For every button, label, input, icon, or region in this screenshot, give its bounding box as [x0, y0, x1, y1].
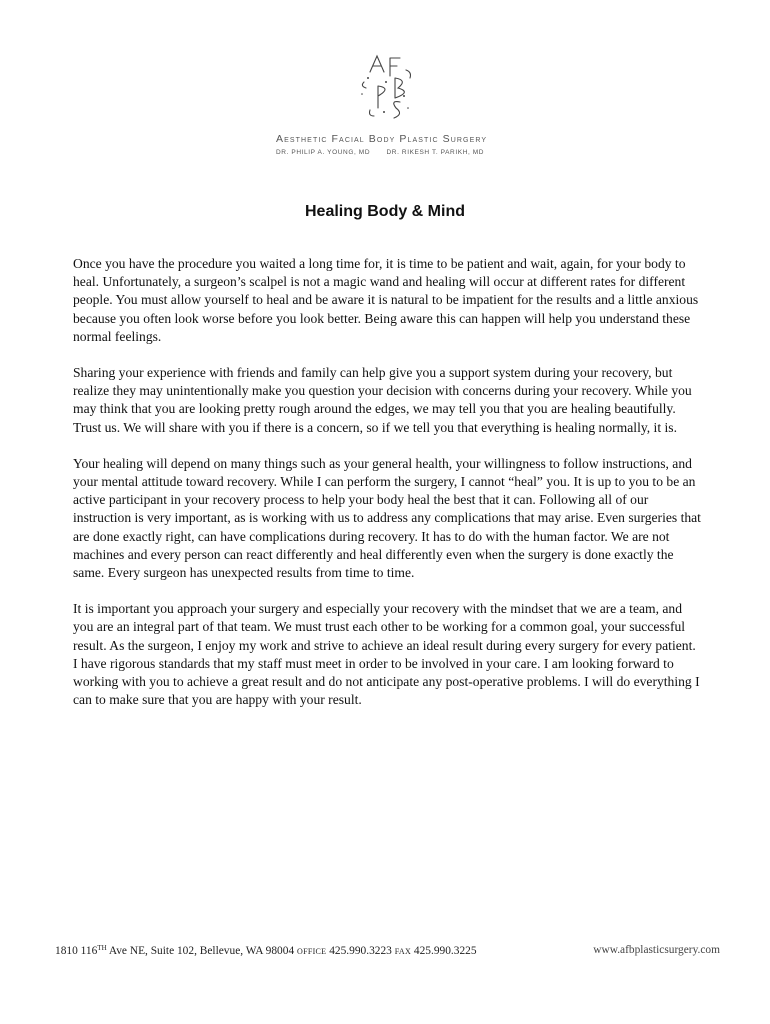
footer-address: 1810 116TH Ave NE, Suite 102, Bellevue, WA 98004 [55, 944, 297, 957]
office-phone: 425.990.3223 [326, 945, 395, 957]
document-body [73, 255, 703, 727]
website-link[interactable]: www.afbplasticsurgery.com [593, 944, 720, 956]
footer [55, 944, 720, 957]
doctor-names [276, 149, 484, 156]
document-title: Healing Body & Mind [305, 203, 465, 220]
brand-name: Aesthetic Facial Body Plastic Surgery [276, 133, 488, 145]
paragraph: Sharing your experience with friends and family can help give you a support system during your recovery, but realize they may unintentionally make you question your decision with concerns during your recovery. While you may think that you are looking pretty rough around the edges, we may tell you that you are healing beautifully. Trust us. We will share with you if there is a concern, so if we tell you that everything is healing normally, it is. [73, 365, 692, 435]
logo-monogram-icon [340, 52, 430, 124]
fax-label: FAX [394, 947, 412, 956]
doctor-name-2: DR. RIKESH T. PARIKH, MD [386, 149, 485, 156]
paragraph: It is important you approach your surgery and especially your recovery with the mindset that we are a team, and you are an integral part of that team. We must trust each other to be working for a common goal, your successful result. As the surgeon, I enjoy my work and strive to achieve an ideal result during every surgery for every patient. I have rigorous standards that my staff must meet in order to be involved in your care. I am looking forward to working with you to achieve a great result and do not anticipate any post-operative problems. I will do everything I can to make sure that you are happy with your result. [73, 601, 700, 708]
afbps-monogram-logo [340, 52, 430, 124]
paragraph: Once you have the procedure you waited a long time for, it is time to be patient and wait, again, for your body to heal. Unfortunately, a surgeon’s scalpel is not a magic wand and healing will occur at different rates for different people. You must allow yourself to heal and be aware it is natural to be impatient for the results and a little anxious because you often look worse before you look better. Being aware this can happen will help you understand these normal feelings. [73, 256, 699, 344]
doctor-name-1: DR. PHILIP A. YOUNG, MD [276, 149, 371, 156]
office-label: OFFICE [297, 947, 327, 956]
fax-phone: 425.990.3225 [411, 945, 477, 957]
paragraph: Your healing will depend on many things such as your general health, your willingness to follow instructions, and your mental attitude toward recovery. While I can perform the surgery, I cannot “heal” you. It is up to you to be an active participant in your recovery process to help your body heal the best that it can. Following all of our instruction is very important, as is working with us to address any complications that may arise. Even surgeries that are done exactly right, can have complications during recovery. It has to do with the human factor. We are not machines and every person can react differently and heal differently even when the surgery is done exactly the same. Every surgeon has unexpected results from time to time. [73, 455, 701, 581]
